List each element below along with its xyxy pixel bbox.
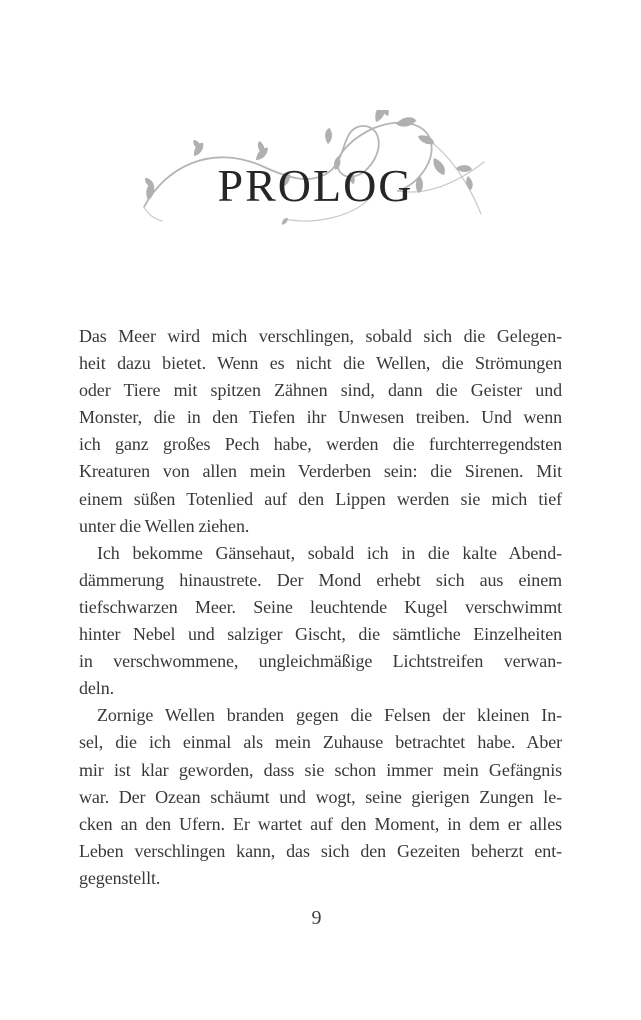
text-line: deln. (79, 678, 114, 699)
text-line: Kreaturen von allen mein Verderben sein: die Sirenen. Mit (79, 461, 562, 482)
text-line: Monster, die in den Tiefen ihr Unwesen treiben. Und wenn (79, 407, 562, 428)
text-line: Das Meer wird mich verschlingen, sobald sich die Gelegen- (79, 326, 562, 346)
text-line: war. Der Ozean schäumt und wogt, seine gierigen Zungen le- (79, 786, 562, 807)
text-line: Zornige Wellen branden gegen die Felsen der kleinen In- (97, 705, 562, 726)
text-line: heit dazu bietet. Wenn es nicht die Wellen, die Strömungen (79, 353, 562, 374)
page-number: 9 (311, 907, 322, 929)
body-text (79, 323, 562, 892)
text-line: ich ganz großes Pech habe, werden die furchterregendsten (79, 434, 562, 455)
text-line: tiefschwarzen Meer. Seine leuchtende Kugel verschwimmt (79, 596, 562, 617)
text-line: gegenstellt. (79, 867, 161, 888)
chapter-heading: PROLOG (217, 160, 414, 211)
text-line: cken an den Ufern. Er wartet auf den Moment, in dem er alles (79, 813, 562, 834)
text-line: Leben verschlingen kann, das sich den Gezeiten beherzt ent- (79, 840, 562, 861)
text-line: oder Tiere mit spitzen Zähnen sind, dann die Geister und (79, 380, 562, 401)
text-line: unter die Wellen ziehen. (79, 515, 250, 536)
text-line: hinter Nebel und salziger Gischt, die sämtliche Einzelheiten (79, 624, 562, 645)
text-line: sel, die ich einmal als mein Zuhause betrachtet habe. Aber (79, 732, 562, 753)
text-line: dämmerung hinaustrete. Der Mond erhebt sich aus einem (79, 569, 562, 590)
text-line: Ich bekomme Gänsehaut, sobald ich in die kalte Abend- (97, 542, 562, 563)
text-line: mir ist klar geworden, dass sie schon immer mein Gefängnis (79, 759, 562, 780)
text-line: einem süßen Totenlied auf den Lippen werden sie mich tief (79, 488, 562, 509)
text-line: in verschwommene, ungleichmäßige Lichtstreifen verwan- (79, 651, 562, 672)
